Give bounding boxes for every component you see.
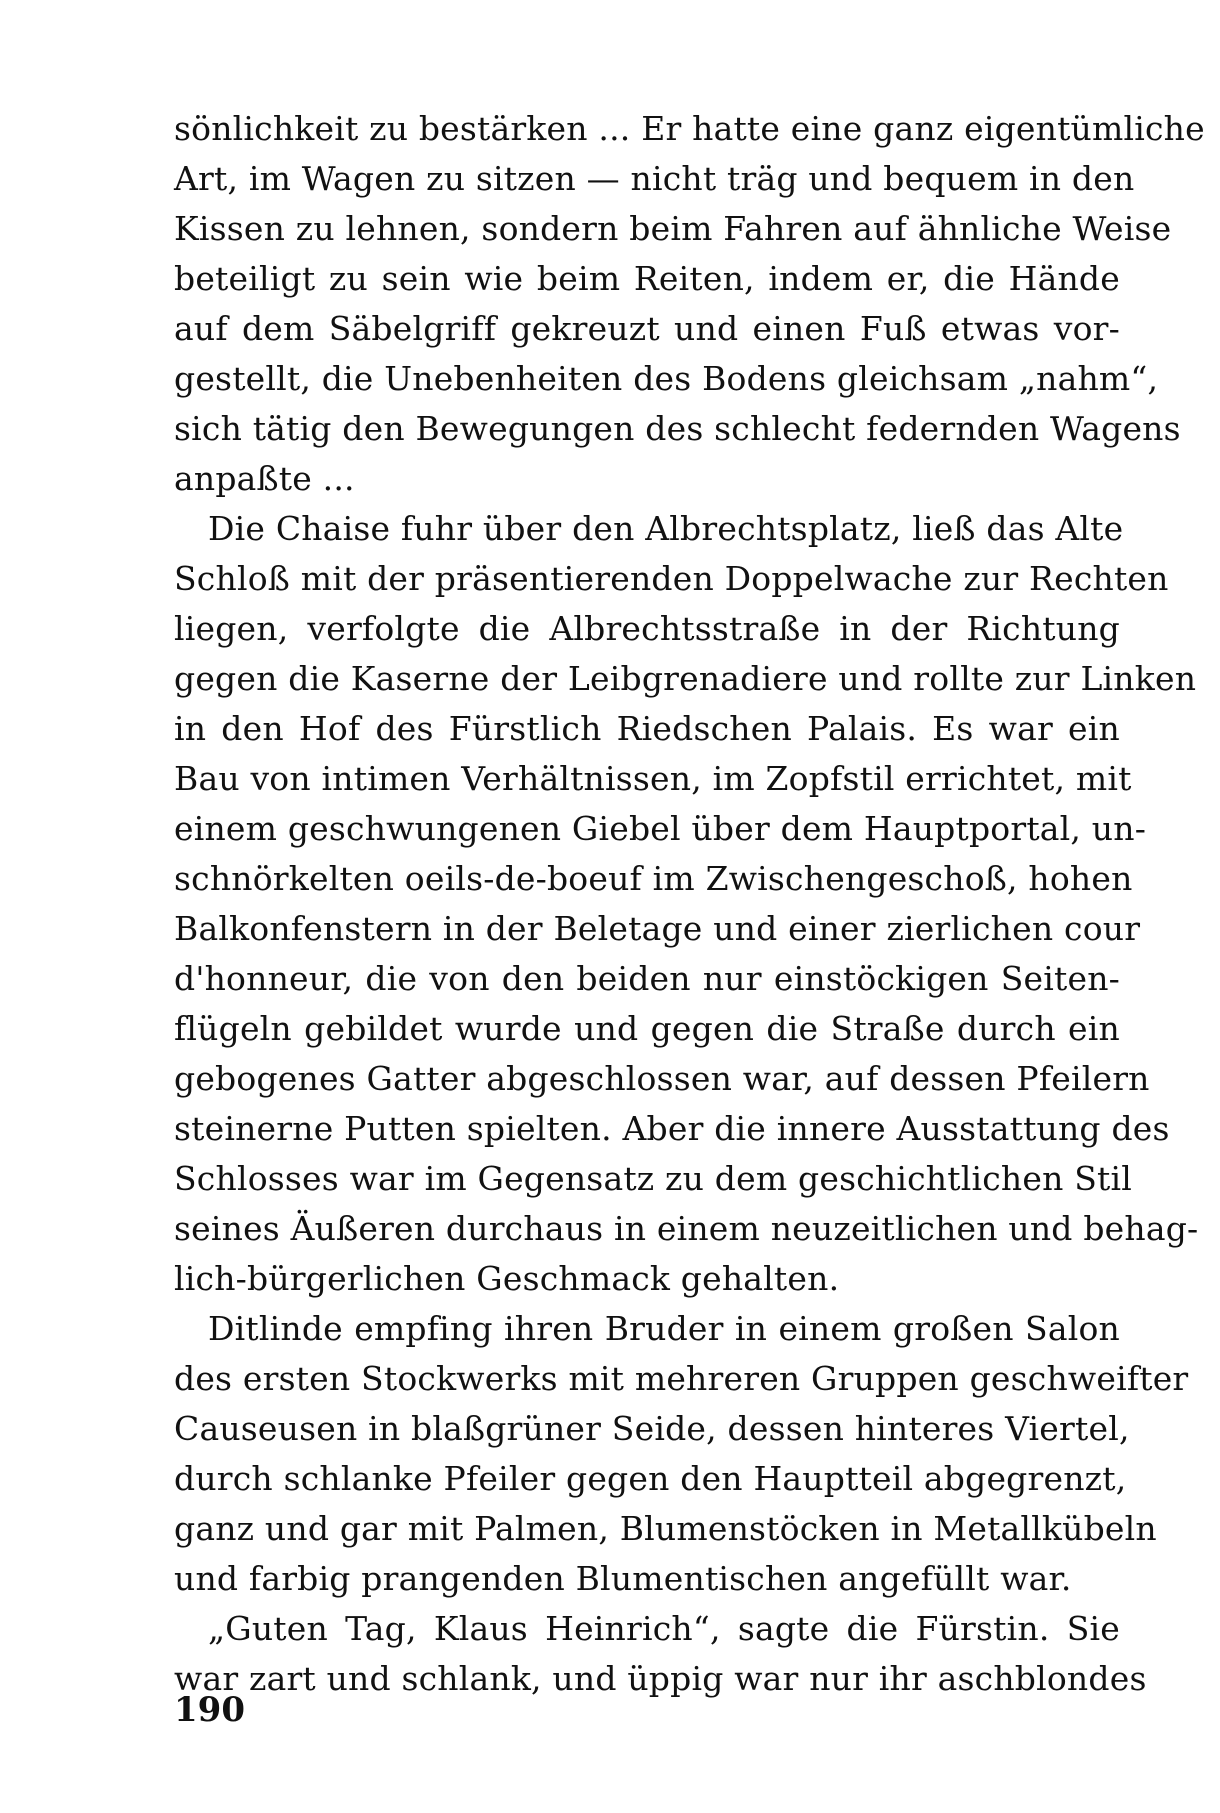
text-line: Ditlinde empfing ihren Bruder in einem großen Salon [208, 1309, 1120, 1348]
text-line: schnörkelten oeils-de-boeuf im Zwischengeschoß, hohen [174, 859, 1133, 898]
text-line: gestellt, die Unebenheiten des Bodens gleichsam „nahm“, [174, 359, 1159, 398]
text-line: liegen, verfolgte die Albrechtsstraße in der Richtung [174, 609, 1120, 648]
text-line: d'honneur, die von den beiden nur einstöckigen Seiten- [174, 959, 1120, 998]
text-line: gebogenes Gatter abgeschlossen war, auf dessen Pfeilern [174, 1059, 1150, 1098]
text-line: ganz und gar mit Palmen, Blumenstöcken in Metallkübeln [174, 1509, 1157, 1548]
text-line: einem geschwungenen Giebel über dem Hauptportal, un- [174, 809, 1147, 848]
text-line: Causeusen in blaßgrüner Seide, dessen hinteres Viertel, [174, 1409, 1130, 1448]
body-text [174, 104, 1205, 1704]
text-line: steinerne Putten spielten. Aber die innere Ausstattung des [174, 1109, 1170, 1148]
text-line: des ersten Stockwerks mit mehreren Gruppen geschweifter [174, 1359, 1189, 1398]
page-number: 190 [174, 1690, 245, 1730]
text-line: lich-bürgerlichen Geschmack gehalten. [174, 1259, 840, 1298]
text-line: Schloß mit der präsentierenden Doppelwache zur Rechten [174, 559, 1169, 598]
text-line: war zart und schlank, und üppig war nur ihr aschblondes [174, 1659, 1147, 1698]
text-line: in den Hof des Fürstlich Riedschen Palais. Es war ein [174, 709, 1120, 748]
text-line: Kissen zu lehnen, sondern beim Fahren auf ähnliche Weise [174, 209, 1172, 248]
text-line: sönlichkeit zu bestärken ... Er hatte eine ganz eigentümliche [174, 109, 1205, 148]
text-line: „Guten Tag, Klaus Heinrich“, sagte die Fürstin. Sie [208, 1609, 1120, 1648]
text-line: beteiligt zu sein wie beim Reiten, indem er, die Hände [174, 259, 1120, 298]
text-line: Balkonfenstern in der Beletage und einer zierlichen cour [174, 909, 1141, 948]
text-line: und farbig prangenden Blumentischen angefüllt war. [174, 1559, 1072, 1598]
text-line: Art, im Wagen zu sitzen — nicht träg und bequem in den [174, 159, 1135, 198]
text-line: auf dem Säbelgriff gekreuzt und einen Fuß etwas vor- [174, 309, 1120, 348]
text-line: flügeln gebildet wurde und gegen die Straße durch ein [174, 1009, 1120, 1048]
text-line: Schlosses war im Gegensatz zu dem geschichtlichen Stil [174, 1159, 1132, 1198]
text-line: gegen die Kaserne der Leibgrenadiere und rollte zur Linken [174, 659, 1197, 698]
text-line: durch schlanke Pfeiler gegen den Hauptteil abgegrenzt, [174, 1459, 1127, 1498]
text-line: Bau von intimen Verhältnissen, im Zopfstil errichtet, mit [174, 759, 1132, 798]
text-line: sich tätig den Bewegungen des schlecht federnden Wagens [174, 409, 1181, 448]
text-line: anpaßte ... [174, 459, 355, 498]
text-line: Die Chaise fuhr über den Albrechtsplatz, ließ das Alte [208, 509, 1124, 548]
text-line: seines Äußeren durchaus in einem neuzeitlichen und behag- [174, 1209, 1199, 1248]
